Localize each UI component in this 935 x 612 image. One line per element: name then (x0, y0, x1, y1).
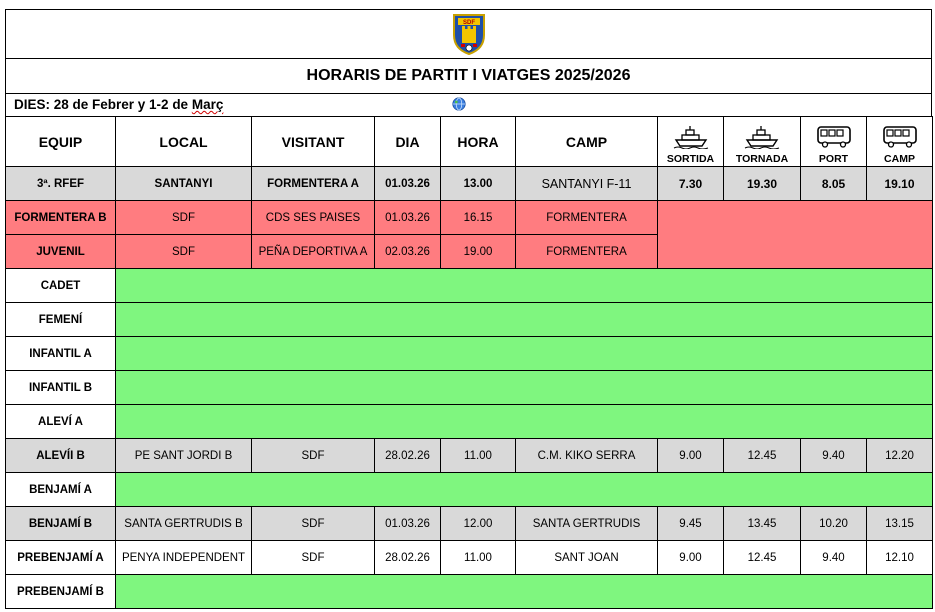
cell-hora: 12.00 (441, 507, 516, 541)
col-tornada (724, 117, 801, 167)
cell-port: 8.05 (801, 167, 867, 201)
cell-local: SDF (116, 201, 252, 235)
cell-empty (116, 473, 933, 507)
table-row (6, 235, 933, 269)
cell-empty (116, 371, 933, 405)
cell-dia: 01.03.26 (375, 201, 441, 235)
col-equip: EQUIP (6, 117, 116, 167)
cell-local: SANTANYI (116, 167, 252, 201)
table-row (6, 269, 933, 303)
col-visitant: VISITANT (252, 117, 375, 167)
col-sortida (658, 117, 724, 167)
cell-empty (116, 405, 933, 439)
bus-icon (882, 125, 918, 149)
cell-camp: SANT JOAN (516, 541, 658, 575)
cell-visitant: SDF (252, 507, 375, 541)
cell-camp: C.M. KIKO SERRA (516, 439, 658, 473)
table-row (6, 439, 933, 473)
cell-empty (116, 575, 933, 609)
cell-equip: BENJAMÍ A (6, 473, 116, 507)
table-row (6, 371, 933, 405)
col-port (801, 117, 867, 167)
cell-equip: ALEVÍ A (6, 405, 116, 439)
cell-port: 9.40 (801, 439, 867, 473)
col-local: LOCAL (116, 117, 252, 167)
cell-visitant: SDF (252, 541, 375, 575)
cell-visitant: SDF (252, 439, 375, 473)
cell-camp: FORMENTERA (516, 235, 658, 269)
cell-equip: BENJAMÍ B (6, 507, 116, 541)
cell-local: PE SANT JORDI B (116, 439, 252, 473)
cell-local: SDF (116, 235, 252, 269)
col-sortida-label: SORTIDA (666, 153, 715, 165)
dates-month: Març (191, 97, 224, 112)
table-row (6, 541, 933, 575)
cell-equip: 3ª. RFEF (6, 167, 116, 201)
table-row (6, 167, 933, 201)
header-row (6, 117, 933, 167)
cell-hora: 11.00 (441, 541, 516, 575)
cell-visitant: FORMENTERA A (252, 167, 375, 201)
dates-row (5, 93, 932, 116)
cell-tornada: 12.45 (724, 541, 801, 575)
col-camp2-label: CAMP (884, 153, 915, 165)
cell-equip: PREBENJAMÍ B (6, 575, 116, 609)
cell-equip: INFANTIL A (6, 337, 116, 371)
cell-empty (116, 337, 933, 371)
cell-camp: SANTA GERTRUDIS (516, 507, 658, 541)
cell-visitant: PEÑA DEPORTIVA A (252, 235, 375, 269)
cell-local: SANTA GERTRUDIS B (116, 507, 252, 541)
cell-port: 10.20 (801, 507, 867, 541)
cell-tornada: 19.30 (724, 167, 801, 201)
cell-sortida: 9.00 (658, 439, 724, 473)
ship-icon (744, 125, 780, 149)
cell-equip: CADET (6, 269, 116, 303)
cell-dia: 01.03.26 (375, 167, 441, 201)
club-crest-logo (452, 13, 486, 55)
title-text: HORARIS DE PARTIT I VIATGES 2025/2026 (306, 67, 631, 84)
cell-sortida: 7.30 (658, 167, 724, 201)
table-row (6, 337, 933, 371)
cell-hora: 19.00 (441, 235, 516, 269)
cell-hora: 16.15 (441, 201, 516, 235)
table-row (6, 507, 933, 541)
col-tornada-label: TORNADA (735, 153, 789, 165)
cell-camp2: 12.20 (867, 439, 933, 473)
cell-camp2: 13.15 (867, 507, 933, 541)
cell-dia: 01.03.26 (375, 507, 441, 541)
col-port-label: PORT (818, 153, 849, 165)
page-title (5, 58, 932, 93)
cell-travel-empty (658, 201, 933, 235)
cell-equip: ALEVÍI B (6, 439, 116, 473)
cell-dia: 28.02.26 (375, 541, 441, 575)
schedule-sheet (5, 9, 932, 609)
cell-local: PENYA INDEPENDENT (116, 541, 252, 575)
col-camp: CAMP (516, 117, 658, 167)
cell-empty (116, 303, 933, 337)
table-row (6, 201, 933, 235)
dates-prefix: DIES: 28 de Febrer y 1-2 de (14, 97, 192, 112)
ship-icon (673, 125, 709, 149)
logo-row (5, 9, 932, 58)
cell-equip: JUVENIL (6, 235, 116, 269)
cell-camp2: 19.10 (867, 167, 933, 201)
cell-equip: PREBENJAMÍ A (6, 541, 116, 575)
cell-dia: 28.02.26 (375, 439, 441, 473)
cell-travel-empty (658, 235, 933, 269)
cell-empty (116, 269, 933, 303)
table-row (6, 405, 933, 439)
cell-tornada: 13.45 (724, 507, 801, 541)
cell-sortida: 9.00 (658, 541, 724, 575)
cell-camp: SANTANYI F-11 (516, 167, 658, 201)
cell-equip: FEMENÍ (6, 303, 116, 337)
table-row (6, 575, 933, 609)
svg-text:SDF: SDF (463, 20, 475, 26)
cell-visitant: CDS SES PAISES (252, 201, 375, 235)
cell-equip: FORMENTERA B (6, 201, 116, 235)
cell-camp2: 12.10 (867, 541, 933, 575)
dates-label (14, 97, 223, 112)
col-hora: HORA (441, 117, 516, 167)
globe-icon (452, 97, 466, 111)
cell-tornada: 12.45 (724, 439, 801, 473)
table-row (6, 303, 933, 337)
bus-icon (816, 125, 852, 149)
cell-dia: 02.03.26 (375, 235, 441, 269)
cell-equip: INFANTIL B (6, 371, 116, 405)
table-row (6, 473, 933, 507)
cell-camp: FORMENTERA (516, 201, 658, 235)
cell-hora: 13.00 (441, 167, 516, 201)
cell-port: 9.40 (801, 541, 867, 575)
schedule-table (5, 116, 933, 609)
col-dia: DIA (375, 117, 441, 167)
cell-sortida: 9.45 (658, 507, 724, 541)
cell-hora: 11.00 (441, 439, 516, 473)
col-camp2 (867, 117, 933, 167)
